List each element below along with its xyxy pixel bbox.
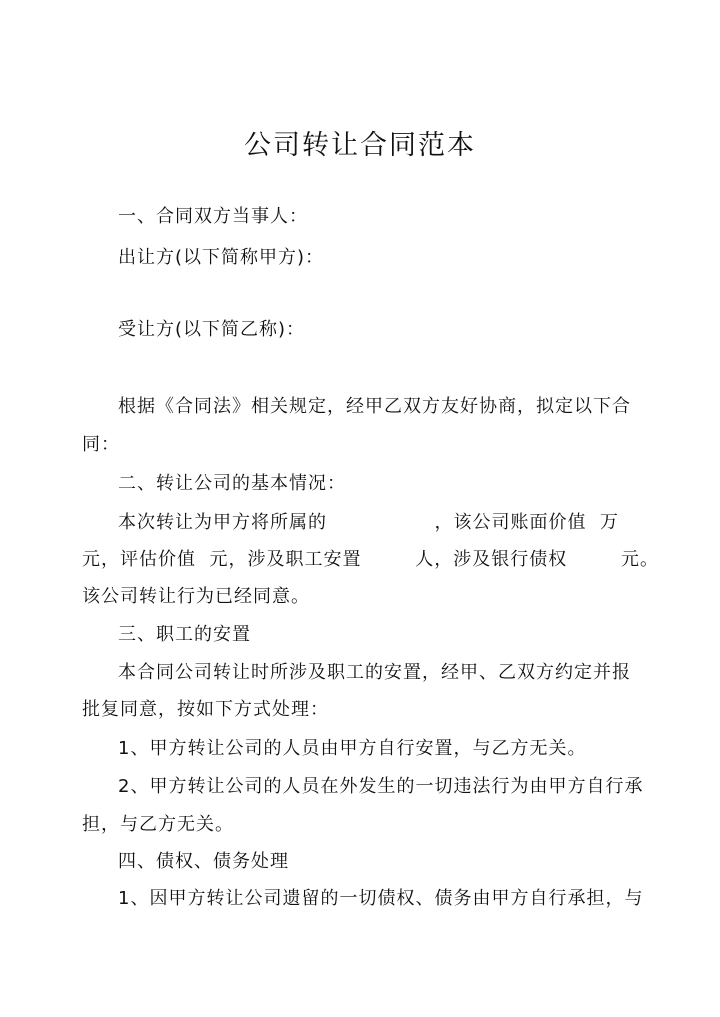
company-info-line-3: 该公司转让行为已经同意。 xyxy=(82,586,310,607)
party-b-label: 受让方(以下简乙称)： xyxy=(118,319,306,340)
staff-paragraph-line-2: 批复同意，按如下方式处理： xyxy=(82,699,329,720)
document-title: 公司转让合同范本 xyxy=(244,130,476,161)
staff-clause-1: 1、甲方转让公司的人员由甲方自行安置，与乙方无关。 xyxy=(118,738,587,759)
staff-clause-2-line-1: 2、甲方转让公司的人员在外发生的一切违法行为由甲方自行承 xyxy=(118,776,644,797)
section-heading-staff: 三、职工的安置 xyxy=(118,624,251,645)
staff-paragraph-line-1: 本合同公司转让时所涉及职工的安置，经甲、乙双方约定并报 xyxy=(118,662,631,683)
preamble-line-2: 同： xyxy=(82,434,120,455)
staff-clause-2-line-2: 担，与乙方无关。 xyxy=(82,814,234,835)
party-a-label: 出让方(以下简称甲方)： xyxy=(118,247,325,268)
company-info-line-2: 元，评估价值 元，涉及职工安置 人，涉及银行债权 元。 xyxy=(82,549,659,570)
preamble-line-1: 根据《合同法》相关规定，经甲乙双方友好协商，拟定以下合 xyxy=(118,396,631,417)
company-info-line-1: 本次转让为甲方将所属的 ，该公司账面价值 万 xyxy=(118,512,619,533)
section-heading-parties: 一、合同双方当事人： xyxy=(118,206,308,227)
section-heading-debts: 四、债权、债务处理 xyxy=(118,851,289,872)
section-heading-company-info: 二、转让公司的基本情况： xyxy=(118,473,346,494)
debts-clause-1: 1、因甲方转让公司遗留的一切债权、债务由甲方自行承担，与 xyxy=(118,888,644,909)
